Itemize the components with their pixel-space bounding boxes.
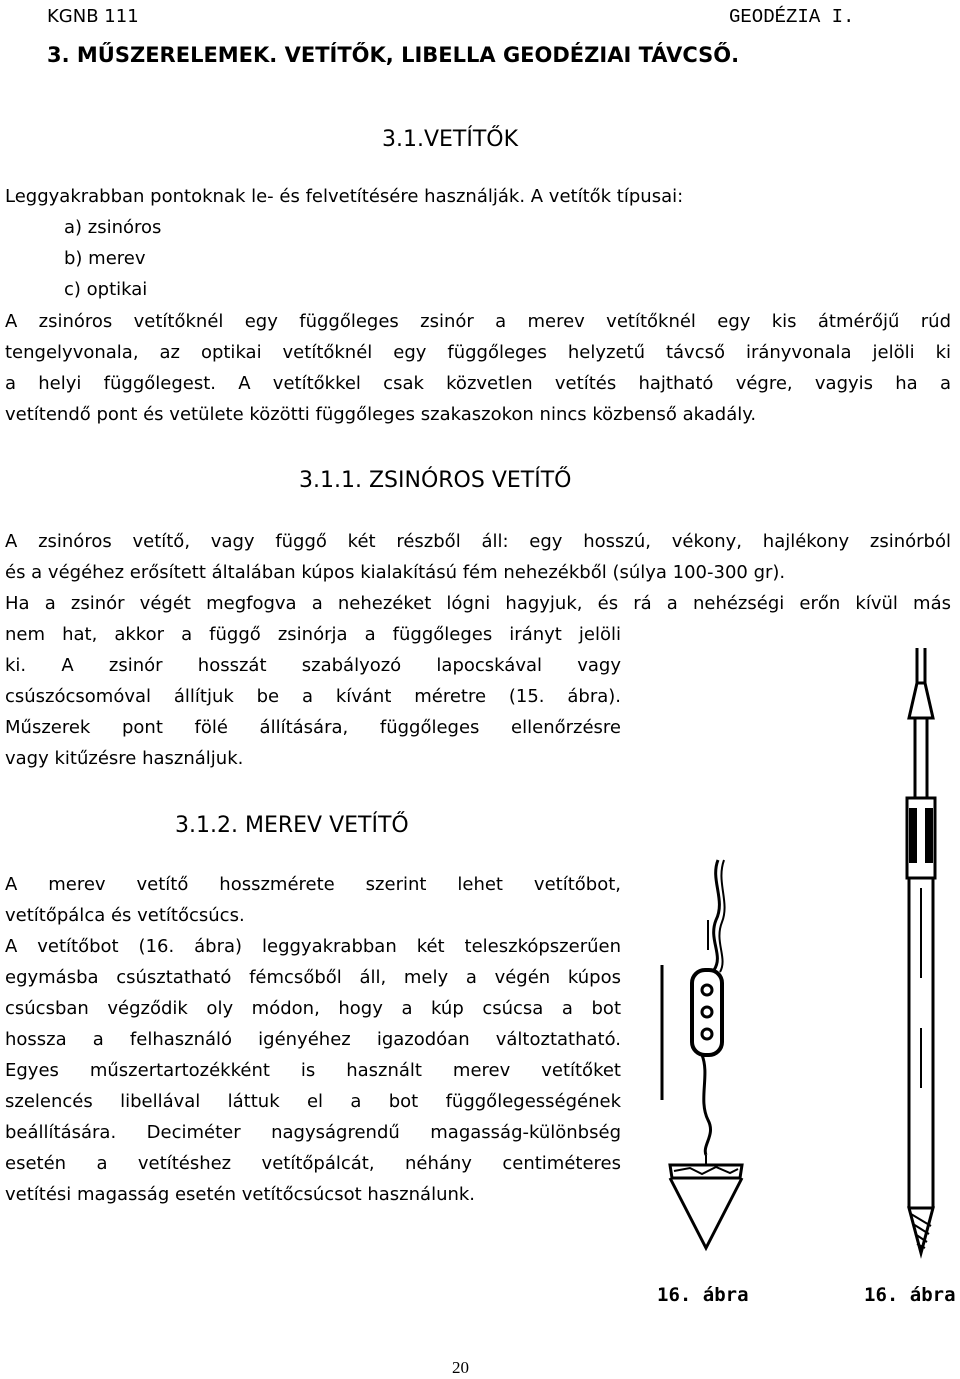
intro-text: Leggyakrabban pontoknak le- és felvetítésére használják. A vetítők típusai: (5, 186, 684, 207)
paragraph-line: Ha a zsinór végét megfogva a nehezéket lógni hagyjuk, és rá a nehézségi erőn kívül más (5, 593, 951, 614)
paragraph-line: hossza a felhasználó igényéhez igazodóan változtatható. (5, 1029, 621, 1050)
paragraph-line: A merev vetítő hosszmérete szerint lehet vetítőbot, (5, 874, 621, 895)
section-heading-vetitok: 3.1.VETÍTŐK (382, 127, 519, 152)
figure-caption: 16. ábra (657, 1284, 749, 1306)
paragraph-line: a helyi függőlegest. A vetítőkkel csak közvetlen vetítés hajtható végre, vagyis ha a (5, 373, 951, 394)
paragraph-line: csúszócsomóval állítjuk be a kívánt méretre (15. ábra). (5, 686, 621, 707)
page-number: 20 (452, 1358, 469, 1377)
plumb-bob-illustration (640, 860, 790, 1250)
figure-caption: 16. ábra (864, 1284, 956, 1306)
chapter-title: 3. MŰSZERELEMEK. VETÍTŐK, LIBELLA GEODÉZIAI TÁVCSŐ. (47, 43, 740, 67)
header-subject: GEODÉZIA I. (729, 6, 855, 28)
paragraph-line: vagy kitűzésre használjuk. (5, 748, 244, 769)
section-heading-merev: 3.1.2. MEREV VETÍTŐ (175, 813, 409, 838)
paragraph-line: vetítendő pont és vetülete közötti függőleges szakaszokon nincs közbenső akadály. (5, 404, 757, 425)
paragraph-line: vetítőpálca és vetítőcsúcs. (5, 905, 245, 926)
type-item: c) optikai (64, 279, 148, 300)
paragraph-line: egymásba csúsztatható fémcsőből áll, mely a végén kúpos (5, 967, 621, 988)
paragraph-line: és a végéhez erősített általában kúpos kialakítású fém nehezékből (súlya 100-300 gr). (5, 562, 786, 583)
paragraph-line: A vetítőbot (16. ábra) leggyakrabban két teleszkópszerűen (5, 936, 621, 957)
paragraph-line: nem hat, akkor a függő zsinórja a függőleges irányt jelöli (5, 624, 621, 645)
paragraph-line: vetítési magasság esetén vetítőcsúcsot használunk. (5, 1184, 476, 1205)
paragraph-line: A zsinóros vetítőknél egy függőleges zsinór a merev vetítőknél egy kis átmérőjű rúd (5, 311, 951, 332)
paragraph-line: Műszerek pont fölé állítására, függőleges ellenőrzésre (5, 717, 621, 738)
section-heading-zsinoros: 3.1.1. ZSINÓROS VETÍTŐ (299, 468, 572, 493)
header-course-code: KGNB 111 (47, 6, 139, 27)
paragraph-line: ki. A zsinór hosszát szabályozó lapocskával vagy (5, 655, 621, 676)
paragraph-line: csúcsban végződik oly módon, hogy a kúp csúcsa a bot (5, 998, 621, 1019)
paragraph-line: beállítására. Deciméter nagyságrendű magasság-különbség (5, 1122, 621, 1143)
type-item: b) merev (64, 248, 146, 269)
paragraph-line: Egyes műszertartozékként is használt merev vetítőket (5, 1060, 621, 1081)
paragraph-line: tengelyvonala, az optikai vetítőknél egy függőleges helyzetű távcső irányvonala jelöli ki (5, 342, 951, 363)
paragraph-line: A zsinóros vetítő, vagy függő két részből áll: egy hosszú, vékony, hajlékony zsinórból (5, 531, 951, 552)
plumb-rod-illustration (885, 648, 960, 1258)
type-item: a) zsinóros (64, 217, 162, 238)
paragraph-line: esetén a vetítéshez vetítőpálcát, néhány centiméteres (5, 1153, 621, 1174)
paragraph-line: szelencés libellával láttuk el a bot függőlegességének (5, 1091, 621, 1112)
